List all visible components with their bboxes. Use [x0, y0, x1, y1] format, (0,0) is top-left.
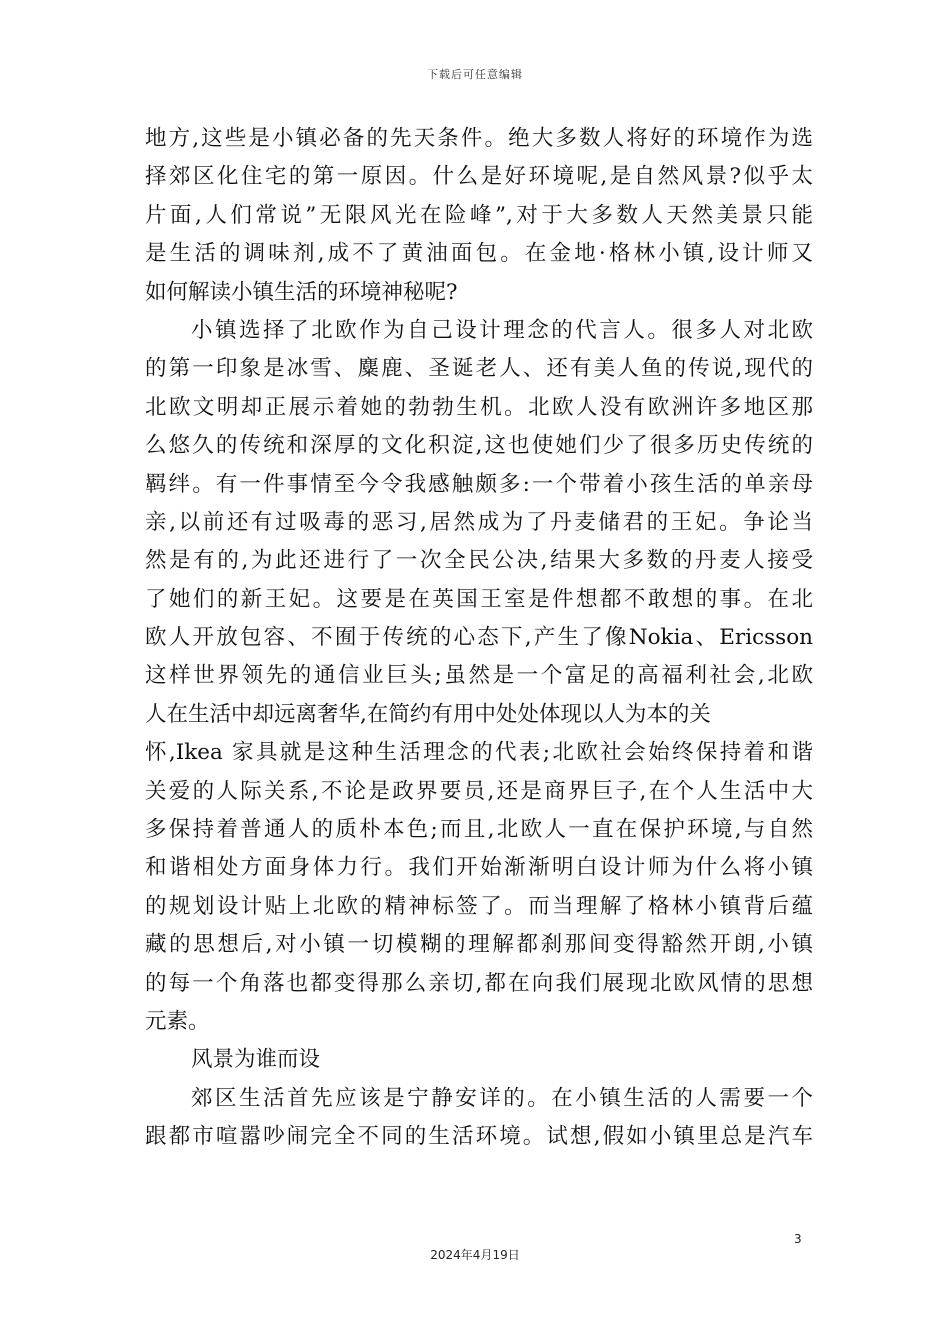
text-line: 跟都市喧嚣吵闹完全不同的生活环境。试想,假如小镇里总是汽车 — [145, 1124, 813, 1150]
text-line: 么悠久的传统和深厚的文化积淀,这也使她们少了很多历史传统的 — [145, 433, 813, 459]
text-line: 的每一个角落也都变得那么亲切,都在向我们展现北欧风情的思想 — [145, 970, 813, 996]
text-line: 怀,Ikea 家具就是这种生活理念的代表;北欧社会始终保持着和谐 — [145, 740, 813, 766]
paragraph-first-line: 郊区生活首先应该是宁静安详的。在小镇生活的人需要一个 — [191, 1085, 813, 1111]
text-line: 羁绊。有一件事情至今令我感触颇多:一个带着小孩生活的单亲母 — [145, 471, 813, 497]
text-line: 的第一印象是冰雪、麋鹿、圣诞老人、还有美人鱼的传说,现代的 — [145, 356, 813, 382]
section-heading: 风景为谁而设 — [191, 1047, 321, 1073]
text-line: 的规划设计贴上北欧的精神标签了。而当理解了格林小镇背后蕴 — [145, 893, 813, 919]
text-line: 择郊区化住宅的第一原因。什么是好环境呢,是自然风景?似乎太 — [145, 164, 813, 190]
text-line: 人在生活中却远离奢华,在简约有用中处处体现以人为本的关 — [145, 701, 711, 727]
text-line: 和谐相处方面身体力行。我们开始渐渐明白设计师为什么将小镇 — [145, 855, 813, 881]
text-line: 多保持着普通人的质朴本色;而且,北欧人一直在保护环境,与自然 — [145, 817, 813, 843]
footer-date: 2024年4月19日 — [430, 1248, 520, 1262]
paragraph-first-line: 小镇选择了北欧作为自己设计理念的代言人。很多人对北欧 — [191, 317, 813, 343]
text-line: 如何解读小镇生活的环境神秘呢? — [145, 279, 458, 305]
page-header-note: 下载后可任意编辑 — [427, 68, 523, 81]
text-line: 元素。 — [145, 1008, 210, 1034]
document-body — [145, 120, 813, 1157]
text-line: 了她们的新王妃。这要是在英国王室是件想都不敢想的事。在北 — [145, 586, 813, 612]
text-line: 藏的思想后,对小镇一切模糊的理解都刹那间变得豁然开朗,小镇 — [145, 932, 813, 958]
text-line: 亲,以前还有过吸毒的恶习,居然成为了丹麦储君的王妃。争论当 — [145, 509, 813, 535]
text-line: 然是有的,为此还进行了一次全民公决,结果大多数的丹麦人接受 — [145, 548, 813, 574]
page-number: 3 — [794, 1232, 802, 1246]
text-line: 片面,人们常说”无限风光在险峰”,对于大多数人天然美景只能 — [145, 202, 813, 228]
text-line: 欧人开放包容、不囿于传统的心态下,产生了像Nokia、Ericsson — [145, 625, 813, 651]
text-line: 关爱的人际关系,不论是政界要员,还是商界巨子,在个人生活中大 — [145, 778, 813, 804]
text-line: 是生活的调味剂,成不了黄油面包。在金地·格林小镇,设计师又 — [145, 241, 813, 267]
text-line: 这样世界领先的通信业巨头;虽然是一个富足的高福利社会,北欧 — [145, 663, 813, 689]
text-line: 北欧文明却正展示着她的勃勃生机。北欧人没有欧洲许多地区那 — [145, 394, 813, 420]
text-line: 地方,这些是小镇必备的先天条件。绝大多数人将好的环境作为选 — [145, 126, 813, 151]
